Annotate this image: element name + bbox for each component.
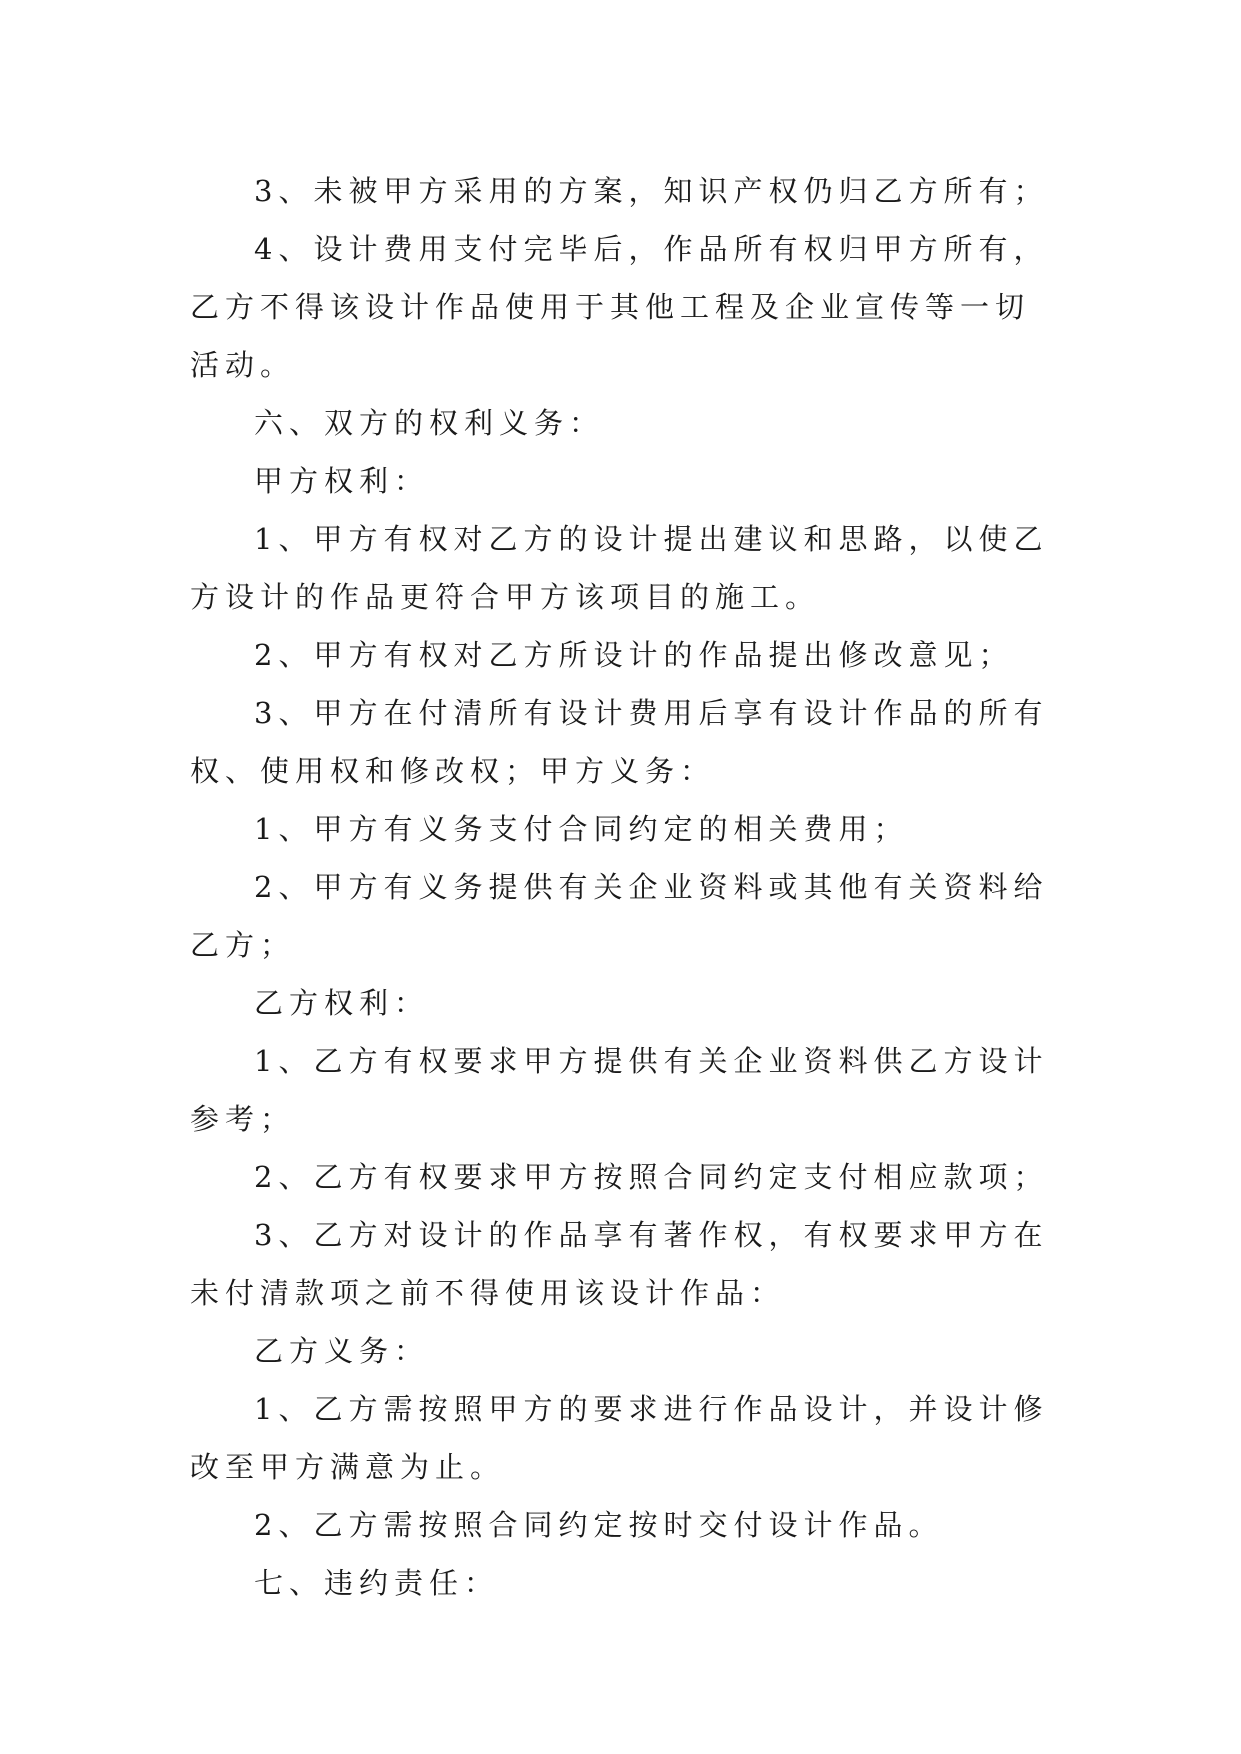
paragraph-a-rights-3: 3、甲方在付清所有设计费用后享有设计作品的所有权、使用权和修改权；甲方义务： [190, 696, 1049, 788]
paragraph-a-rights-1: 1、甲方有权对乙方的设计提出建议和思路，以使乙方设计的作品更符合甲方该项目的施工。 [190, 522, 1049, 614]
paragraph-a-obligations-2: 2、甲方有义务提供有关企业资料或其他有关资料给乙方； [190, 870, 1049, 962]
paragraph-b-rights-3: 3、乙方对设计的作品享有著作权，有权要求甲方在未付清款项之前不得使用该设计作品： [190, 1218, 1049, 1310]
paragraph-clause-5-4: 4、设计费用支付完毕后，作品所有权归甲方所有，乙方不得该设计作品使用于其他工程及企业宣传等一切活动。 [190, 232, 1049, 382]
subheading-party-a-rights: 甲方权利： [254, 464, 430, 498]
paragraph-b-obligations-1: 1、乙方需按照甲方的要求进行作品设计，并设计修改至甲方满意为止。 [190, 1392, 1049, 1484]
paragraph-b-obligations-2: 2、乙方需按照合同约定按时交付设计作品。 [254, 1508, 944, 1542]
section-heading-breach-liability: 七、违约责任： [254, 1566, 500, 1600]
paragraph-b-rights-2: 2、乙方有权要求甲方按照合同约定支付相应款项； [254, 1160, 1049, 1194]
subheading-party-b-rights: 乙方权利： [254, 986, 430, 1020]
paragraph-a-obligations-1: 1、甲方有义务支付合同约定的相关费用； [254, 812, 909, 846]
paragraph-a-rights-2: 2、甲方有权对乙方所设计的作品提出修改意见； [254, 638, 1014, 672]
paragraph-b-rights-1: 1、乙方有权要求甲方提供有关企业资料供乙方设计参考； [190, 1044, 1049, 1136]
paragraph-clause-5-3: 3、未被甲方采用的方案，知识产权仍归乙方所有； [254, 174, 1049, 208]
document-body [190, 162, 1060, 1612]
section-heading-rights-obligations: 六、双方的权利义务： [254, 406, 605, 440]
subheading-party-b-obligations: 乙方义务： [254, 1334, 430, 1368]
